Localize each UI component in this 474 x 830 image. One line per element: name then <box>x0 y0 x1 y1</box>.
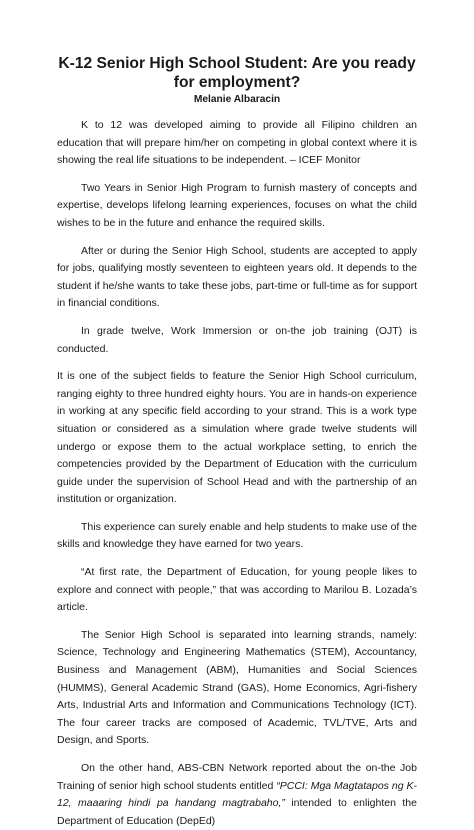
article-title-italic: “PCCI: Mga Magtatapos ng K-12, maaaring hindi pa handang magtrabaho,” <box>57 779 417 810</box>
paragraph-9-text-before: On the other hand, ABS-CBN Network reported about the on-the Job Training of senior high school students entitled <box>57 762 417 792</box>
paragraph-6: This experience can surely enable and help students to make use of the skills and knowledge they have earned for two years. <box>57 520 417 551</box>
paragraph-9 <box>57 760 417 830</box>
paragraph-5: It is one of the subject fields to feature the Senior High School curriculum, ranging eighty to three hundred eighty hours. You are in hands-on experience in working at any specific field according to your strand. This is a work type situation or considered as a simulation where grade twelve students will undergo or expose them to the actual workplace setting, to enrich the competencies provided by the Department of Education with the curriculum guide under the supervision of School Head and with the partnership of an institution or organization. <box>57 370 417 506</box>
paragraph-9-text-after: intended to enlighten the Department of Education (DepEd) <box>57 797 417 827</box>
paragraph-8: The Senior High School is separated into learning strands, namely: Science, Technology and Engineering Mathematics (STEM), Accountancy, Business and Management (ABM), Humanities and Social Sciences (HUMMS), General Academic Strand (GAS), Home Economics, Agri-fishery Arts, Industrial Arts and Information and Communications Technology (ICT). The four career tracks are composed of Academic, TVL/TVE, Arts and Design, and Sports. <box>57 628 417 747</box>
paragraph-3: After or during the Senior High School, students are accepted to apply for jobs, qualifying mostly seventeen to eighteen years old. It depends to the student if he/she wants to take these jobs, part-time or full-time as for support in financial conditions. <box>57 244 417 310</box>
author-name: Melanie Albaracin <box>193 94 281 105</box>
paragraph-4: In grade twelve, Work Immersion or on-the job training (OJT) is conducted. <box>57 324 417 355</box>
paragraph-2: Two Years in Senior High Program to furnish mastery of concepts and expertise, develops lifelong learning experiences, focuses on what the child wishes to be in the future and enhance the required skills. <box>57 181 417 229</box>
paragraph-7: “At first rate, the Department of Education, for young people likes to explore and connect with people,” that was according to Marilou B. Lozada’s article. <box>57 566 417 614</box>
paragraph-1: K to 12 was developed aiming to provide all Filipino children an education that will prepare him/her on competing in global context where it is showing the real life situations to be independent. – ICEF Monitor <box>57 119 417 167</box>
document-title: K-12 Senior High School Student: Are you ready for employment? <box>58 55 416 91</box>
